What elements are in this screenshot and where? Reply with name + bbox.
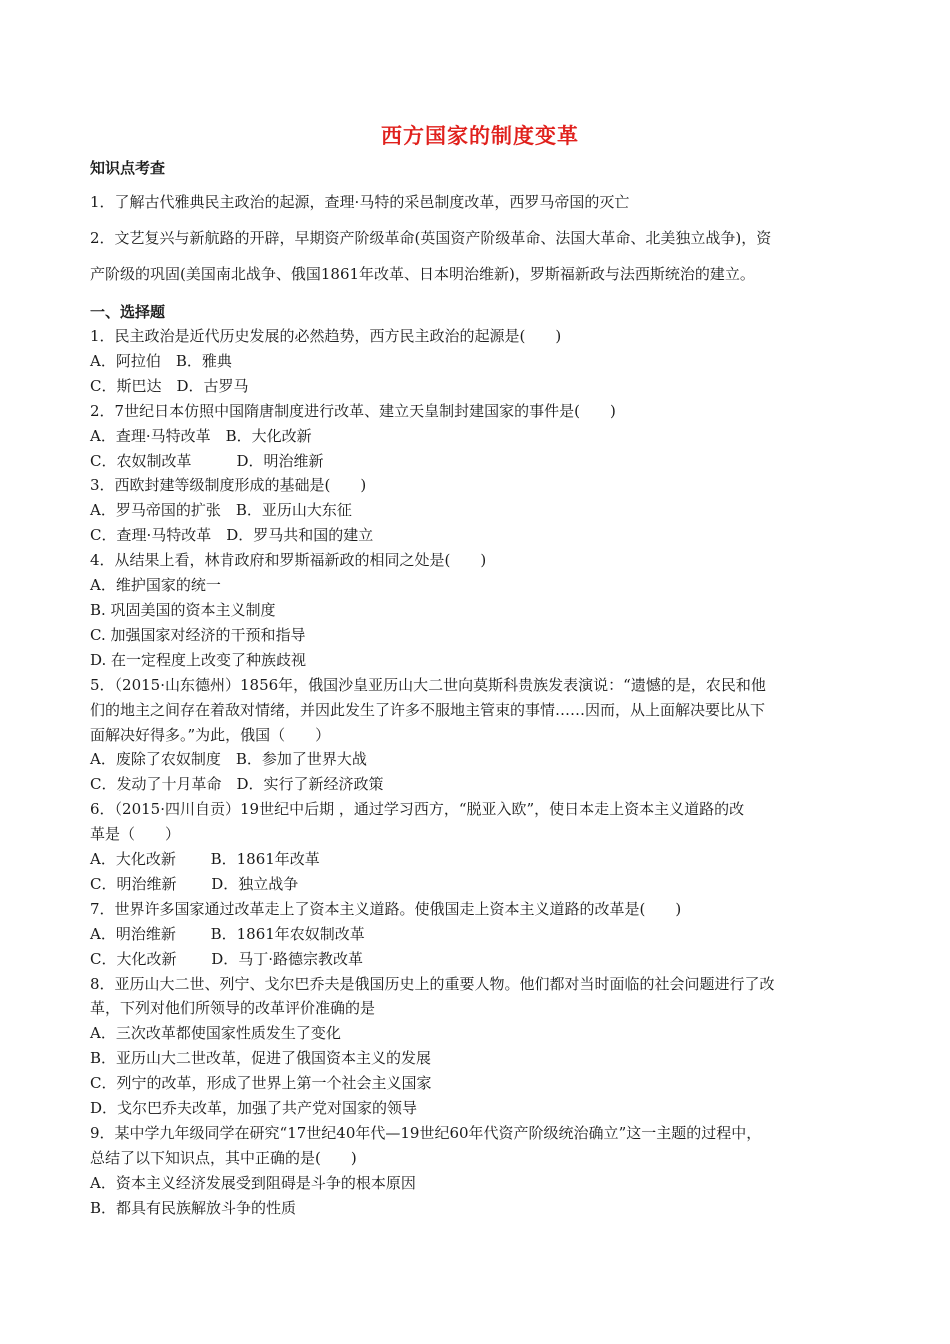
choice-heading: 一、选择题 (90, 303, 166, 321)
option-line: C．大化改新 D．马丁·路德宗教改革 (90, 949, 364, 968)
question-line: 8．亚历山大二世、列宁、戈尔巴乔夫是俄国历史上的重要人物。他们都对当时面临的社会问题进行了改 (90, 974, 775, 993)
option-line: A．维护国家的统一 (90, 576, 221, 595)
option-line: A．资本主义经济发展受到阻碍是斗争的根本原因 (90, 1173, 416, 1192)
question-line: 7．世界许多国家通过改革走上了资本主义道路。使俄国走上资本主义道路的改革是( ) (90, 899, 682, 918)
option-line: C．农奴制改革 D．明治维新 (90, 451, 324, 470)
option-line: B．都具有民族解放斗争的性质 (90, 1198, 297, 1217)
question-line: 革，下列对他们所领导的改革评价准确的是 (90, 999, 376, 1018)
question-line: 3．西欧封建等级制度形成的基础是( ) (90, 476, 367, 495)
option-line: A．罗马帝国的扩张 B．亚历山大东征 (90, 501, 352, 520)
knowledge-item: 产阶级的巩固(美国南北战争、俄国1861年改革、日本明治维新)，罗斯福新政与法西斯统治的建立。 (90, 265, 755, 283)
option-line: A．大化改新 B．1861年改革 (90, 850, 320, 869)
question-line: 革是（ ） (90, 825, 181, 844)
question-line: 4．从结果上看，林肯政府和罗斯福新政的相同之处是( ) (90, 551, 487, 570)
option-line: A．阿拉伯 B．雅典 (90, 351, 232, 370)
option-line: A．查理·马特改革 B．大化改新 (90, 426, 312, 445)
knowledge-item: 1．了解古代雅典民主政治的起源，查理·马特的采邑制度改革，西罗马帝国的灭亡 (90, 193, 630, 211)
option-line: D．戈尔巴乔夫改革，加强了共产党对国家的领导 (90, 1099, 418, 1118)
option-line: C．明治维新 D．独立战争 (90, 874, 299, 893)
knowledge-heading: 知识点考查 (90, 159, 166, 177)
option-line: C．查理·马特改革 D．罗马共和国的建立 (90, 526, 374, 545)
document-title: 西方国家的制度变革 (381, 124, 579, 148)
question-line: 2．7世纪日本仿照中国隋唐制度进行改革、建立天皇制封建国家的事件是( ) (90, 401, 616, 420)
option-line: B. 巩固美国的资本主义制度 (90, 600, 276, 619)
option-line: C. 加强国家对经济的干预和指导 (90, 625, 306, 644)
knowledge-item: 2．文艺复兴与新航路的开辟，早期资产阶级革命(英国资产阶级革命、法国大革命、北美独立战争)，资 (90, 229, 772, 247)
question-line: 面解决好得多。”为此，俄国（ ） (90, 725, 331, 744)
question-list (90, 324, 870, 1221)
option-line: A．三次改革都使国家性质发生了变化 (90, 1024, 341, 1043)
option-line: D. 在一定程度上改变了种族歧视 (90, 650, 307, 669)
option-line: C．斯巴达 D．古罗马 (90, 376, 249, 395)
option-line: C．发动了十月革命 D．实行了新经济政策 (90, 775, 384, 794)
option-line: A．废除了农奴制度 B．参加了世界大战 (90, 750, 367, 769)
option-line: B．亚历山大二世改革，促进了俄国资本主义的发展 (90, 1049, 432, 1068)
question-line: 总结了以下知识点，其中正确的是( ) (90, 1148, 357, 1167)
option-line: C．列宁的改革，形成了世界上第一个社会主义国家 (90, 1074, 432, 1093)
question-line: 们的地主之间存在着敌对情绪，并因此发生了许多不服地主管束的事情……因而，从上面解决要比从下 (90, 700, 766, 719)
question-line: 1．民主政治是近代历史发展的必然趋势，西方民主政治的起源是( ) (90, 327, 562, 345)
question-line: 5．（2015·山东德州）1856年，俄国沙皇亚历山大二世向莫斯科贵族发表演说：“遗憾的是，农民和他 (90, 675, 766, 694)
question-line: 9．某中学九年级同学在研究“17世纪40年代—19世纪60年代资产阶级统治确立”这一主题的过程中， (90, 1124, 762, 1142)
question-line: 6．（2015·四川自贡）19世纪中后期 ，通过学习西方，“脱亚入欧”，使日本走上资本主义道路的改 (90, 800, 745, 819)
document-page (90, 120, 870, 1221)
option-line: A．明治维新 B．1861年农奴制改革 (90, 924, 365, 943)
